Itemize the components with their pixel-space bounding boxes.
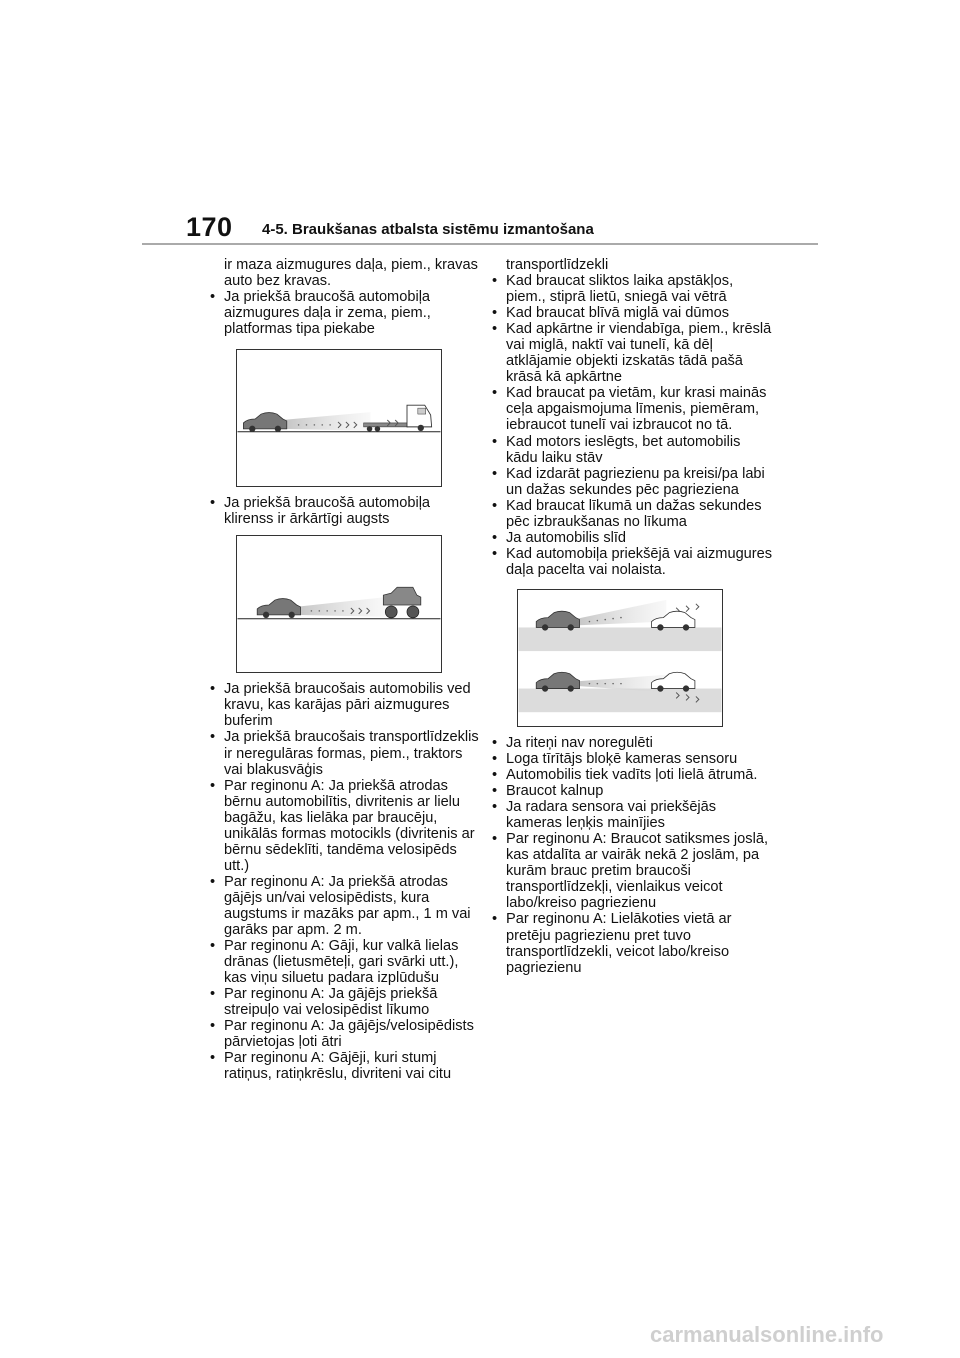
bullet-list <box>492 735 774 976</box>
figure-pitch-change <box>517 589 723 727</box>
header-rule <box>142 243 818 245</box>
list-item: • Par reginonu A: Ja priekšā atrodas gājējs un/vai velosipēdists, kura augstums ir mazāks par apm., 1 m vai garāks par apm. 2 m. <box>210 874 482 938</box>
watermark: carmanualsonline.info <box>650 1322 884 1347</box>
intro-continuation: ir maza aizmugures daļa, piem., kravas auto bez kravas. <box>224 257 478 290</box>
list-item: • Kad braucat sliktos laika apstākļos, piem., stiprā lietū, sniegā vai vētrā <box>492 273 774 305</box>
list-item: • Ja automobilis slīd <box>492 530 774 546</box>
list-item: • Ja riteņi nav noregulēti <box>492 735 774 751</box>
list-item: • Kad braucat pa vietām, kur krasi mainās ceļa apgaismojuma līmenis, piemēram, iebraucot tunelī vai izbraucot no tā. <box>492 385 774 433</box>
right-column <box>492 257 774 976</box>
list-item: • Kad izdarāt pagriezienu pa kreisi/pa labi un dažas sekundes pēc pagrieziena <box>492 466 774 498</box>
figure-low-trailer <box>236 349 442 487</box>
list-item: • Kad apkārtne ir viendabīga, piem., krēslā vai miglā, naktī vai tunelī, kā dēļ atklājamie objekti izskatās tādā pašā krāsā kā apkārtne <box>492 321 774 385</box>
list-item: • Ja priekšā braucošā automobiļa klirenss ir ārkārtīgi augsts <box>210 495 482 527</box>
high-clearance-illustration <box>237 536 441 672</box>
list-item: • Par reginonu A: Gājēji, kuri stumj ratiņus, ratiņkrēslu, divriteni vai citu <box>210 1050 482 1082</box>
list-item: • Kad automobiļa priekšējā vai aizmugures daļa pacelta vai nolaista. <box>492 546 774 578</box>
list-item: • Kad motors ieslēgts, bet automobilis kādu laiku stāv <box>492 434 774 466</box>
bullet-list <box>210 681 482 1082</box>
bullet-list <box>210 495 482 527</box>
low-trailer-illustration <box>237 350 441 486</box>
list-item: • Par reginonu A: Lielākoties vietā ar pretēju pagriezienu pret tuvo transportlīdzekli, veicot labo/kreiso pagriezienu <box>492 911 774 975</box>
list-item: • Loga tīrītājs bloķē kameras sensoru <box>492 751 774 767</box>
list-item: • Par reginonu A: Braucot satiksmes joslā, kas atdalīta ar vairāk nekā 2 joslām, pa kurām brauc pretim braucoši transportlīdzekļi, vienlaikus veicot labo/kreiso pagriezienu <box>492 831 774 911</box>
list-item: • Braucot kalnup <box>492 783 774 799</box>
page-number: 170 <box>186 212 233 242</box>
list-item: • Ja radara sensora vai priekšējās kameras leņķis mainījies <box>492 799 774 831</box>
list-item: • Kad braucat blīvā miglā vai dūmos <box>492 305 774 321</box>
list-item: • Par reginonu A: Ja gājējs priekšā streipuļo vai velosipēdist līkumo <box>210 986 482 1018</box>
section-title: 4-5. Braukšanas atbalsta sistēmu izmantošana <box>262 221 594 238</box>
figure-high-clearance <box>236 535 442 673</box>
list-item: • Par reginonu A: Gāji, kur valkā lielas drānas (lietusmēteļi, gari svārki utt.), kas viņu siluetu padara izplūdušu <box>210 938 482 986</box>
right-continuation: transportlīdzekli <box>506 257 609 273</box>
list-item: • Ja priekšā braucošais transportlīdzeklis ir neregulāras formas, piem., traktors vai blakusvāģis <box>210 729 482 777</box>
left-column <box>210 257 482 1083</box>
list-item: • Par reginonu A: Ja gājējs/velosipēdists pārvietojas ļoti ātri <box>210 1018 482 1050</box>
list-item: • Automobilis tiek vadīts ļoti lielā ātrumā. <box>492 767 774 783</box>
list-item: • Par reginonu A: Ja priekšā atrodas bērnu automobilītis, divritenis ar lielu bagāžu, kas lielāka par braucēju, unikālās formas motocikls (divritenis ar bērnu sēdeklīti, tandēma velosipēds utt.) <box>210 778 482 874</box>
list-item: • Ja priekšā braucošā automobiļa aizmugures daļa ir zema, piem., platformas tipa piekabe <box>210 289 482 337</box>
bullet-list <box>492 273 774 578</box>
list-item: • Kad braucat līkumā un dažas sekundes pēc izbraukšanas no līkuma <box>492 498 774 530</box>
bullet-list <box>210 289 482 337</box>
pitch-change-illustration <box>518 590 722 726</box>
list-item: • Ja priekšā braucošais automobilis ved kravu, kas karājas pāri aizmugures buferim <box>210 681 482 729</box>
